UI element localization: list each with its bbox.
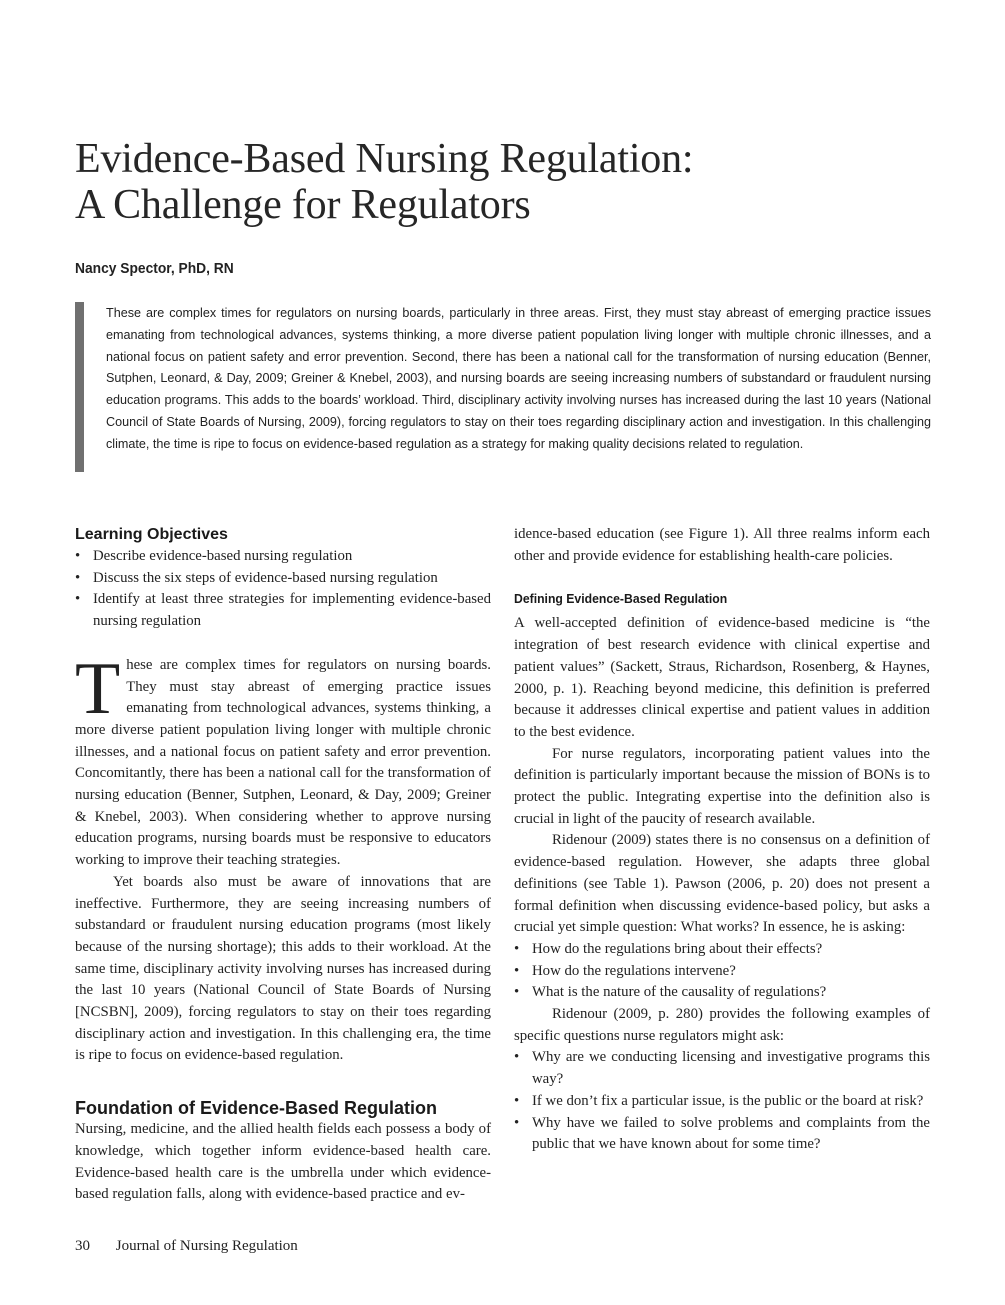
body-paragraph: idence-based education (see Figure 1). All three realms inform each other and provide evidence for establishing health-care policies.	[514, 526, 930, 564]
list-item: • Describe evidence-based nursing regulation	[75, 546, 491, 568]
learning-objectives-list	[75, 546, 491, 633]
foundation-heading: Foundation of Evidence-Based Regulation	[75, 1098, 438, 1119]
body-paragraph: For nurse regulators, incorporating patient values into the definition is particularly important because the mission of BONs is to protect the public. Integrating expertise into the definition also is crucial in light of the paucity of research available.	[514, 745, 930, 827]
author-byline: Nancy Spector, PhD, RN	[75, 260, 234, 277]
page-number: 30	[75, 1238, 90, 1254]
body-paragraph: Ridenour (2009, p. 280) provides the following examples of specific questions nurse regulators might ask:	[514, 1006, 930, 1044]
list-item: • Why are we conducting licensing and investigative programs this way?	[514, 1047, 930, 1090]
defining-heading: Defining Evidence-Based Regulation	[514, 591, 728, 607]
body-paragraph: A well-accepted definition of evidence-based medicine is “the integration of best research evidence with clinical expertise and patient values” (Sackett, Straus, Richardson, Rosenberg, & Haynes, 2000, p. 1). Reaching beyond medicine, this definition is preferred because it addresses clinical expertise and patient values in addition to the best evidence.	[514, 615, 930, 740]
intro-paragraph: hese are complex times for regulators on nursing boards. They must stay abreast of emerging practice issues emanating from technological advances, systems thinking, a more diverse patient population living longer with multiple chronic illnesses, and a national focus on patient safety and error prevention. Concomitantly, there has been a national call for the transformation of nursing education (Benner, Sutphen, Leonard, & Day, 2009; Greiner & Knebel, 2003). When considering whether to approve nursing education programs, nursing boards must be responsive to educators working to improve their teaching strategies.	[75, 656, 491, 869]
list-item: • How do the regulations bring about their effects?	[514, 939, 930, 961]
intro-paragraph-block	[75, 647, 491, 872]
learning-objectives-heading: Learning Objectives	[75, 526, 228, 543]
examples-list	[514, 1047, 930, 1156]
abstract-accent-bar	[75, 302, 84, 472]
body-paragraph: Yet boards also must be aware of innovations that are ineffective. Furthermore, they are seeing increasing numbers of substandard or fraudulent nursing education programs (most likely because of the nursing shortage); this adds to their workload. At the same time, disciplinary activity involving nurses has increased during the last 10 years (National Council of State Boards of Nursing [NCSBN], 2009), forcing regulators to stay on their toes regarding disciplinary action and investigation. In this challenging era, the time is ripe to focus on evidence-based regulation.	[75, 873, 491, 1064]
abstract: These are complex times for regulators on nursing boards, particularly in three areas. First, they must stay abreast of emerging practice issues emanating from technological advances, systems thinking, a more diverse patient population living longer with multiple chronic illnesses, and a national focus on patient safety and error prevention. Second, there has been a national call for the transformation of nursing education (Benner, Sutphen, Leonard, & Day, 2009; Greiner & Knebel, 2003), and nursing boards are seeing increasing numbers of substandard or fraudulent nursing education programs. This adds to the boards’ workload. Third, disciplinary activity involving nurses has increased during the last 10 years (National Council of State Boards of Nursing, 2009), forcing regulators to stay on their toes regarding disciplinary action and investigation. In this challenging climate, the time is ripe to focus on evidence-based regulation as a strategy for making quality decisions related to regulation.	[106, 306, 931, 451]
body-paragraph: Ridenour (2009) states there is no consensus on a definition of evidence-based regulation. However, she adapts three global definitions (see Table 1). Pawson (2006, p. 20) does not present a formal definition when discussing evidence-based policy, but asks a crucial yet simple question: What works? In essence, he is asking:	[514, 832, 930, 936]
title-line-1: Evidence-Based Nursing Regulation:	[75, 136, 694, 182]
list-item: • How do the regulations intervene?	[514, 961, 930, 983]
questions-list	[514, 939, 930, 1004]
list-item: • If we don’t fix a particular issue, is the public or the board at risk?	[514, 1091, 930, 1113]
page-footer	[75, 1238, 298, 1255]
title-line-2: A Challenge for Regulators	[75, 182, 531, 228]
right-column	[514, 524, 930, 1156]
list-item: • Discuss the six steps of evidence-based nursing regulation	[75, 568, 491, 590]
list-item: • Why have we failed to solve problems and complaints from the public that we have known about for some time?	[514, 1113, 930, 1156]
list-item: • What is the nature of the causality of regulations?	[514, 982, 930, 1004]
article-title	[75, 136, 935, 228]
journal-name: Journal of Nursing Regulation	[115, 1238, 298, 1254]
left-column	[75, 524, 491, 1206]
drop-cap: T	[75, 647, 121, 730]
list-item: • Identify at least three strategies for implementing evidence-based nursing regulation	[75, 589, 491, 632]
body-paragraph: Nursing, medicine, and the allied health fields each possess a body of knowledge, which together inform evidence-based health care. Evidence-based health care is the umbrella under which evidence-based regulation falls, along with evidence-based practice and ev-	[75, 1121, 491, 1203]
